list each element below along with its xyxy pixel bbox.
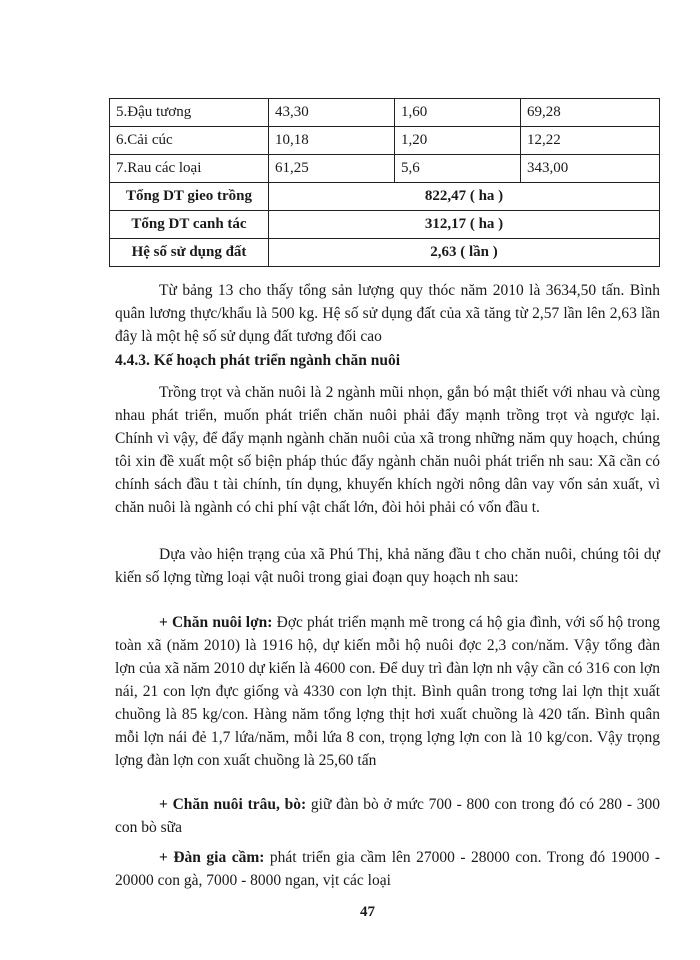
table-cell: 343,00 (521, 155, 660, 183)
poultry-farming-label: + Đàn gia cầm: (159, 849, 265, 866)
table-cell: 1,60 (395, 99, 521, 127)
table-cell: 5.Đậu tương (110, 99, 269, 127)
table-cell: 43,30 (269, 99, 395, 127)
page-number: 47 (360, 904, 375, 920)
paragraph-pig-farming (115, 611, 660, 772)
table-cell: 61,25 (269, 155, 395, 183)
pig-farming-label: + Chăn nuôi lợn: (159, 614, 273, 631)
paragraph-poultry-farming (115, 846, 660, 892)
paragraph-cattle-farming (115, 793, 660, 839)
table-cell: 10,18 (269, 127, 395, 155)
land-use-coefficient-row (110, 239, 660, 267)
total-value: 312,17 ( ha ) (269, 211, 660, 239)
table-cell: 1,20 (395, 127, 521, 155)
poultry-farming-text: phát triển gia cầm lên 27000 - 28000 con. Trong đó 19000 - 20000 con gà, 7000 - 8000 ngan, vịt các loại (115, 849, 661, 889)
total-value: 2,63 ( lần ) (269, 239, 660, 267)
table-row (110, 99, 660, 127)
cattle-farming-text: giữ đàn bò ở mức 700 - 800 con trong đó có 280 - 300 con bò sữa (115, 796, 660, 836)
table-cell: 12,22 (521, 127, 660, 155)
paragraph-livestock-plan: Dựa vào hiện trạng của xã Phú Thị, khả năng đầu t cho chăn nuôi, chúng tôi dự kiến số lợng từng loại vật nuôi trong giai đoạn quy hoạch nh sau: (115, 546, 660, 586)
table-cell: 69,28 (521, 99, 660, 127)
section-heading: 4.4.3. Kế hoạch phát triển ngành chăn nuôi (115, 352, 401, 369)
total-cultivated-area-row (110, 211, 660, 239)
pig-farming-text: Đợc phát triển mạnh mẽ trong cá hộ gia đình, với số hộ trong toàn xã (năm 2010) là 1916 hộ, dự kiến mỗi hộ nuôi đợc 2,3 con/năm. Vậy tổng đàn lợn của xã năm 2010 dự kiến là 4600 con. Để duy trì đàn lợn nh vậy cần có 316 con lợn nái, 21 con lợn đực giống và 4330 con lợn thịt. Bình quân trong tơng lai lợn thịt xuất chuồng là 85 kg/con. Hàng năm tổng lợng thịt hơi xuất chuồng là 420 tấn. Bình quân mỗi lợn nái đẻ 1,7 lứa/năm, mỗi lứa 8 con, trọng lợng lợn con là 10 kg/con. Vậy trọng lợng đàn lợn con xuất chuồng là 25,60 tấn (115, 614, 660, 769)
paragraph-land-use-summary: Từ bảng 13 cho thấy tổng sản lượng quy thóc năm 2010 là 3634,50 tấn. Bình quân lương thực/khẩu là 500 kg. Hệ số sử dụng đất của xã tăng từ 2,57 lần lên 2,63 lần đây là một hệ số sử dụng đất tương đối cao (115, 282, 660, 345)
table-cell: 7.Rau các loại (110, 155, 269, 183)
total-label: Tổng DT gieo trồng (110, 183, 269, 211)
total-value: 822,47 ( ha ) (269, 183, 660, 211)
total-label: Hệ số sử dụng đất (110, 239, 269, 267)
table-cell: 6.Cải cúc (110, 127, 269, 155)
paragraph-livestock-intro: Trồng trọt và chăn nuôi là 2 ngành mũi nhọn, gắn bó mật thiết với nhau và cùng nhau phát triển, muốn phát triển chăn nuôi phải đẩy mạnh trồng trọt và ngược lại. Chính vì vậy, để đẩy mạnh ngành chăn nuôi của xã trong những năm quy hoạch, chúng tôi xin đề xuất một số biện pháp thúc đẩy ngành chăn nuôi phát triển nh sau: Xã cần có chính sách đầu t tài chính, tín dụng, khuyến khích ngời nông dân vay vốn sản xuất, vì chăn nuôi là ngành có chi phí vật chất lớn, đòi hỏi phải có vốn đầu t. (115, 384, 660, 516)
cattle-farming-label: + Chăn nuôi trâu, bò: (159, 796, 307, 813)
table-row (110, 127, 660, 155)
total-sown-area-row (110, 183, 660, 211)
crop-area-table (109, 98, 660, 267)
table-row (110, 155, 660, 183)
total-label: Tổng DT canh tác (110, 211, 269, 239)
table-cell: 5,6 (395, 155, 521, 183)
